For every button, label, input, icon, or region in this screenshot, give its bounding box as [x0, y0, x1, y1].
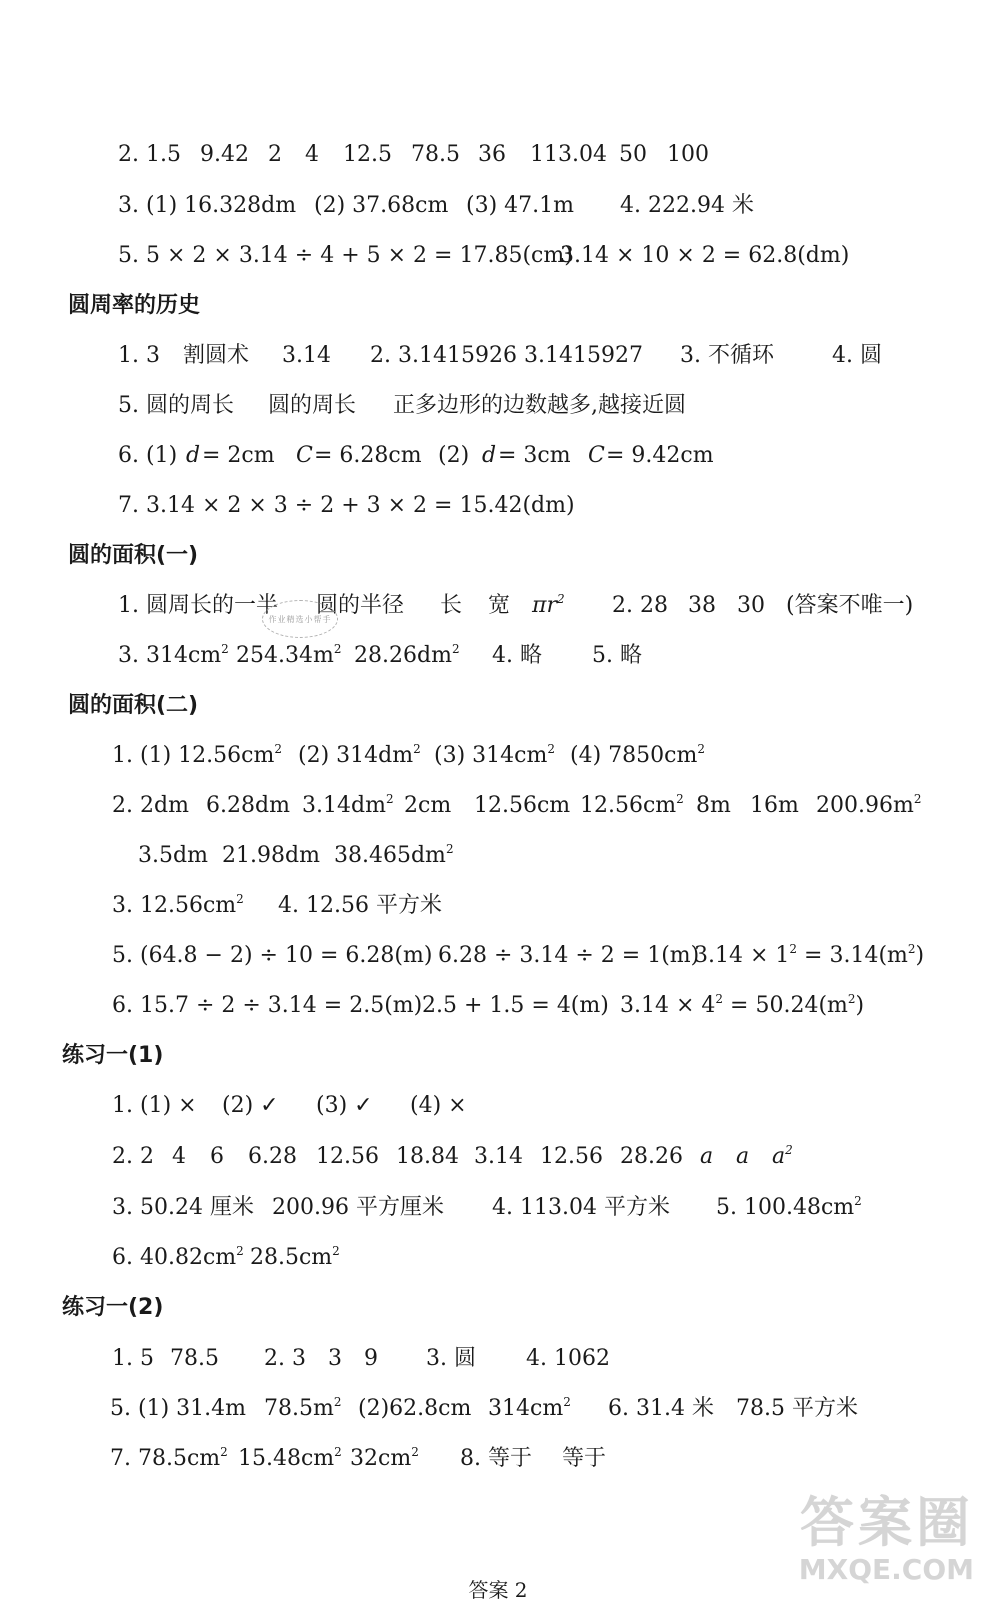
answer-item: 长	[440, 593, 463, 618]
answer-item: 6. (1)	[118, 443, 178, 468]
answer-item: 3. 50.24 厘米	[112, 1195, 254, 1220]
answer-item: $78.5m^2$	[264, 1395, 342, 1421]
answer-item: 3. $314cm^2$	[118, 642, 229, 668]
answer-item: (3) ✓	[316, 1093, 373, 1118]
answer-item: 6. $40.82cm^2$	[112, 1244, 244, 1270]
answer-item: 圆的周长	[268, 393, 357, 418]
answer-item: $3.14dm^2$	[302, 792, 394, 818]
answer-item: 1. (1) ×	[112, 1093, 197, 1118]
answer-item: 100	[667, 142, 709, 167]
answer-item: 12.56	[540, 1144, 603, 1169]
answer-item: 5. 圆的周长	[118, 393, 234, 418]
answer-item: $3.14 \times 1^2 = 3.14(m^2)$	[694, 942, 925, 968]
answer-item: 2cm	[404, 793, 452, 818]
answer-item: 5. 5 × 2 × 3.14 ÷ 4 + 5 × 2 = 17.85(cm)	[118, 243, 573, 268]
section-title: 圆的面积(二)	[68, 693, 199, 718]
answer-item: 6.28 ÷ 3.14 ÷ 2 = 1(m)	[438, 943, 700, 968]
superscript: 2	[785, 1143, 793, 1157]
answer-item: 2. 3	[264, 1346, 306, 1371]
answer-item: 正多边形的边数越多,越接近圆	[393, 393, 686, 418]
watermark-logo	[774, 1492, 974, 1592]
page-footer: 答案 2	[468, 1578, 528, 1602]
section-title: 圆周率的历史	[68, 293, 201, 318]
variable-d: d	[186, 443, 201, 468]
answer-item: $314cm^2$	[488, 1395, 571, 1421]
answer-item: $254.34m^2$	[236, 642, 342, 668]
answer-item: (2) 37.68cm	[314, 193, 449, 218]
answer-item: (2) $314dm^2$	[298, 742, 421, 768]
variable-a: a	[772, 1144, 786, 1169]
answer-item: 4. 略	[492, 643, 542, 668]
answer-item: $15.48cm^2$	[238, 1445, 342, 1471]
answer-item: 8m	[696, 793, 731, 818]
answer-item: 圆的半径	[316, 593, 405, 618]
variable-a: a	[700, 1144, 714, 1169]
answer-item: 3.1415927	[524, 343, 643, 368]
answer-item: (4) $7850cm^2$	[570, 742, 705, 768]
watermark-text: 答案圈	[800, 1491, 974, 1554]
answer-item: 38	[688, 593, 716, 618]
answer-item: 4. 113.04 平方米	[492, 1195, 670, 1220]
answer-item: 28.26	[620, 1144, 683, 1169]
section-title: 练习一(2)	[62, 1295, 164, 1320]
answer-item: 3. $12.56cm^2$	[112, 892, 244, 918]
answer-item: 1. 3	[118, 343, 160, 368]
answer-item: 2. 28	[612, 593, 668, 618]
answer-item: 6.28	[248, 1144, 297, 1169]
answer-item: $28.26dm^2$	[354, 642, 460, 668]
answer-item: 16m	[750, 793, 799, 818]
section-title: 圆的面积(一)	[68, 543, 199, 568]
answer-item: 12.5	[343, 142, 392, 167]
variable-d: d	[482, 443, 497, 468]
answer-item: $32cm^2$	[350, 1445, 419, 1471]
answer-item: (3) 47.1m	[466, 193, 575, 218]
answer-item: 3. (1) 16.328dm	[118, 193, 297, 218]
answer-item: 4. 222.94 米	[620, 193, 754, 218]
answer-item: 6. 15.7 ÷ 2 ÷ 3.14 = 2.5(m)	[112, 993, 423, 1018]
answer-item: 割圆术	[183, 343, 250, 368]
answer-item: 6	[210, 1144, 224, 1169]
answer-item: 30	[737, 593, 765, 618]
answer-item: $38.465dm^2$	[334, 842, 454, 868]
answer-item: 6. 31.4 米	[608, 1396, 714, 1421]
answer-item: 21.98dm	[222, 843, 320, 868]
answer-item: 2	[268, 142, 282, 167]
stamp: 作业精选小帮手	[262, 600, 338, 638]
answer-item: 5. (64.8 − 2) ÷ 10 = 6.28(m)	[112, 943, 433, 968]
answer-item: 5. $100.48cm^2$	[716, 1194, 862, 1220]
answer-item: 2. 2dm	[112, 793, 189, 818]
answer-item: (2)	[438, 443, 470, 468]
answer-item: 7. 3.14 × 2 × 3 ÷ 2 + 3 × 2 = 15.42(dm)	[118, 493, 575, 518]
answer-item: 4	[305, 142, 319, 167]
answer-item: 3. 不循环	[680, 343, 774, 368]
answer-item: $12.56cm^2$	[580, 792, 684, 818]
answer-item: (4) ×	[410, 1093, 467, 1118]
watermark-url: MXQE.COM	[798, 1553, 974, 1586]
answer-item: 3	[328, 1346, 342, 1371]
variable-c: C	[588, 443, 605, 468]
answer-item: 2. 3.1415926	[370, 343, 517, 368]
answer-item: = 2cm	[202, 443, 275, 468]
answer-item: (2)62.8cm	[358, 1396, 472, 1421]
answer-item: 200.96 平方厘米	[272, 1195, 444, 1220]
answer-item: 113.04	[530, 142, 607, 167]
answer-item: 5. (1) 31.4m	[110, 1396, 246, 1421]
answer-item: 18.84	[396, 1144, 459, 1169]
variable-a: a	[736, 1144, 750, 1169]
answer-item: (答案不唯一)	[786, 593, 914, 618]
variable-c: C	[296, 443, 313, 468]
answer-item	[772, 1143, 793, 1173]
pi-r: πr	[532, 593, 557, 618]
answer-item: 4. 12.56 平方米	[278, 893, 442, 918]
answer-item: 2. 2	[112, 1144, 154, 1169]
answer-item	[532, 592, 565, 622]
answer-item: 12.56cm	[474, 793, 571, 818]
answer-item: = 9.42cm	[606, 443, 714, 468]
answer-item: 1. (1) $12.56cm^2$	[112, 742, 282, 768]
answer-item: (2) ✓	[222, 1093, 279, 1118]
answer-item: 8. 等于	[460, 1446, 532, 1471]
answer-item: (3) $314cm^2$	[434, 742, 555, 768]
answer-item: 7. $78.5cm^2$	[110, 1445, 228, 1471]
answer-item: 78.5 平方米	[736, 1396, 858, 1421]
section-title: 练习一(1)	[62, 1043, 164, 1068]
answer-item: 50	[619, 142, 647, 167]
answer-item: 等于	[562, 1446, 607, 1471]
answer-item: 4. 圆	[832, 343, 882, 368]
answer-item: 1. 圆周长的一半	[118, 593, 278, 618]
answer-item: 3.14 × 10 × 2 = 62.8(dm)	[560, 243, 850, 268]
answer-item: 2.5 + 1.5 = 4(m)	[422, 993, 609, 1018]
answer-item: 2. 1.5	[118, 142, 181, 167]
answer-item: = 6.28cm	[314, 443, 422, 468]
answer-item: 3.14	[474, 1144, 523, 1169]
answer-item: $200.96m^2$	[816, 792, 922, 818]
answer-item: 9.42	[200, 142, 249, 167]
answer-item: 36	[478, 142, 506, 167]
answer-item: 3.14	[282, 343, 331, 368]
answer-item: 6.28dm	[206, 793, 290, 818]
answer-item: 5. 略	[592, 643, 642, 668]
answer-item: $28.5cm^2$	[250, 1244, 340, 1270]
answer-item: = 3cm	[498, 443, 571, 468]
answer-item: 1. 5	[112, 1346, 154, 1371]
answer-item: $3.14 \times 4^2 = 50.24(m^2)$	[620, 992, 865, 1018]
answer-item: 4. 1062	[526, 1346, 610, 1371]
answer-item: 78.5	[170, 1346, 219, 1371]
answer-item: 78.5	[411, 142, 460, 167]
superscript: 2	[556, 592, 565, 606]
answer-item: 12.56	[316, 1144, 379, 1169]
answer-item: 3.5dm	[138, 843, 208, 868]
answer-item: 宽	[488, 593, 511, 618]
answer-item: 3. 圆	[426, 1346, 476, 1371]
answer-item: 4	[172, 1144, 186, 1169]
answer-item: 9	[364, 1346, 378, 1371]
